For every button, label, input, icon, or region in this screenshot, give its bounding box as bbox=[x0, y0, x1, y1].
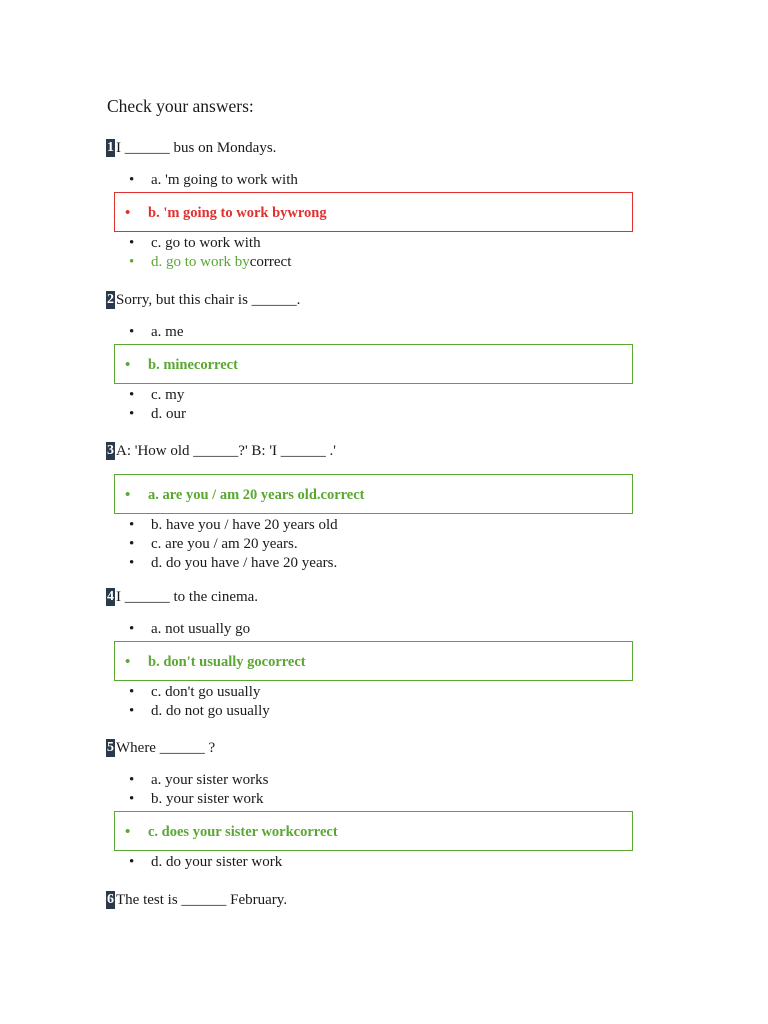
answer-option-text: d. go to work by bbox=[151, 254, 250, 270]
question-1 bbox=[106, 139, 708, 272]
answer-option-text: d. do not go usually bbox=[151, 703, 270, 719]
answer-option-text: a. me bbox=[151, 324, 184, 340]
answer-option-text: c. does your sister workcorrect bbox=[148, 824, 338, 840]
answer-option-green-text bbox=[106, 253, 708, 272]
answer-option-text: b. minecorrect bbox=[148, 357, 238, 373]
question-6 bbox=[106, 891, 708, 909]
answer-option-text: b. don't usually gocorrect bbox=[148, 654, 306, 670]
answer-option-wrong bbox=[114, 192, 633, 232]
answer-option-correct bbox=[114, 344, 633, 384]
question-number-badge: 2 bbox=[107, 292, 114, 307]
question-number-badge: 1 bbox=[107, 140, 114, 155]
answer-option-plain bbox=[106, 171, 708, 190]
question-text: The test is ______ February. bbox=[116, 892, 288, 908]
question-2 bbox=[106, 291, 708, 424]
question-text: A: 'How old ______?' B: 'I ______ .' bbox=[116, 443, 336, 459]
answer-option-plain bbox=[106, 234, 708, 253]
answer-option-plain bbox=[106, 620, 708, 639]
answer-option-text: a. your sister works bbox=[151, 772, 269, 788]
answer-option-plain bbox=[106, 790, 708, 809]
answer-option-plain bbox=[106, 683, 708, 702]
answer-option-text: b. 'm going to work bywrong bbox=[148, 205, 327, 221]
answer-option-plain bbox=[106, 323, 708, 342]
question-prompt bbox=[106, 291, 708, 309]
answer-option-correct bbox=[114, 641, 633, 681]
page-title: Check your answers: bbox=[107, 96, 254, 116]
answer-option-text: b. your sister work bbox=[151, 791, 264, 807]
answer-options bbox=[106, 620, 708, 721]
question-number-badge: 3 bbox=[107, 443, 114, 458]
answer-option-plain bbox=[106, 771, 708, 790]
question-number-badge: 5 bbox=[107, 740, 114, 755]
question-prompt bbox=[106, 442, 708, 460]
answer-option-plain bbox=[106, 702, 708, 721]
answer-options bbox=[106, 474, 708, 573]
answer-options bbox=[106, 323, 708, 424]
question-text: Sorry, but this chair is ______. bbox=[116, 292, 301, 308]
question-number-badge: 4 bbox=[107, 589, 114, 604]
question-prompt bbox=[106, 891, 708, 909]
answer-option-correct bbox=[114, 474, 633, 514]
answer-option-plain bbox=[106, 386, 708, 405]
answer-option-plain bbox=[106, 554, 708, 573]
question-text: I ______ to the cinema. bbox=[116, 589, 259, 605]
answer-option-text: a. are you / am 20 years old.correct bbox=[148, 487, 365, 503]
answer-option-plain bbox=[106, 535, 708, 554]
question-number-badge: 6 bbox=[107, 892, 114, 907]
question-3 bbox=[106, 442, 708, 573]
answer-option-text: c. my bbox=[151, 387, 185, 403]
answer-option-plain bbox=[106, 405, 708, 424]
answer-verdict: correct bbox=[249, 254, 292, 270]
answer-option-text: b. have you / have 20 years old bbox=[151, 517, 338, 533]
answer-option-text: c. are you / am 20 years. bbox=[151, 536, 298, 552]
answer-option-text: c. don't go usually bbox=[151, 684, 261, 700]
answer-option-text: d. do your sister work bbox=[151, 854, 283, 870]
question-5 bbox=[106, 739, 708, 872]
question-prompt bbox=[106, 139, 708, 157]
answer-option-plain bbox=[106, 853, 708, 872]
answer-option-text: a. 'm going to work with bbox=[151, 172, 298, 188]
answer-option-text: d. do you have / have 20 years. bbox=[151, 555, 338, 571]
answer-option-plain bbox=[106, 516, 708, 535]
answer-option-text: d. our bbox=[151, 406, 186, 422]
answer-option-text: c. go to work with bbox=[151, 235, 261, 251]
question-prompt bbox=[106, 739, 708, 757]
question-prompt bbox=[106, 588, 708, 606]
answer-option-correct bbox=[114, 811, 633, 851]
question-text: I ______ bus on Mondays. bbox=[116, 140, 277, 156]
question-4 bbox=[106, 588, 708, 721]
answer-options bbox=[106, 771, 708, 872]
answer-option-text: a. not usually go bbox=[151, 621, 251, 637]
answer-options bbox=[106, 171, 708, 272]
question-text: Where ______ ? bbox=[116, 740, 216, 756]
